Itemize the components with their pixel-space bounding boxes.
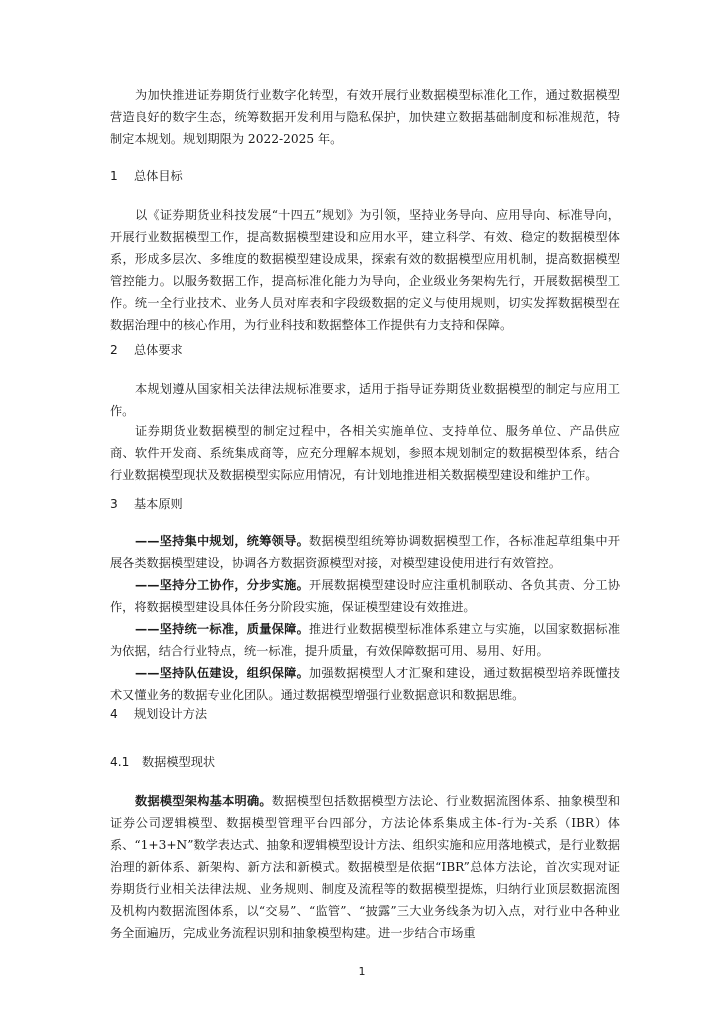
section-4-heading (110, 704, 207, 724)
section-number: 2 (110, 343, 118, 357)
section-title: 规划设计方法 (134, 707, 208, 721)
principle-paragraph (110, 530, 620, 574)
section-number: 4 (110, 707, 118, 721)
page-number: 1 (358, 965, 366, 978)
section-title: 基本原则 (134, 497, 183, 511)
intro-paragraph: 为加快推进证券期货行业数字化转型，有效开展行业数据模型标准化工作，通过数据模型营造良好的数字生态，统筹数据开发利用与隐私保护，加快建立数据基础制度和标准规范，特制定本规划。规划期限为 2022-2025 年。 (110, 88, 620, 146)
section-1-heading (110, 166, 183, 186)
section-4-1-heading (110, 752, 215, 772)
paragraph-text: 数据模型包括数据模型方法论、行业数据流图体系、抽象模型和证券公司逻辑模型、数据模型管理平台四部分，方法论体系集成主体-行为-关系（IBR）体系、“1+3+N”数学表达式、抽象和逻辑模型设计方法、组织实施和应用落地模式，是行业数据治理的新体系、新架构、新方法和新模式。数据模型是依据“IBR”总体方法论，首次实现对证券期货行业相关法律法规、业务规则、制度及流程等的数据模型提炼，归纳行业顶层数据流图及机构内数据流图体系，以“交易”、“监管”、“披露”三大业务线条为切入点，对行业中各种业务全面遍历，完成业务流程识别和抽象模型构建。进一步结合市场重 (110, 794, 621, 940)
section-title: 数据模型现状 (142, 755, 216, 769)
principle-text: 数据模型组统筹协调数据模型工作，各标准起草组集中开展各类数据模型建设，协调各方数据资源模型对接，对模型建设使用进行有效管控。 (110, 534, 621, 570)
principle-text: 开展数据模型建设时应注重机制联动、各负其责、分工协作，将数据模型建设具体任务分阶段实施，保证模型建设有效推进。 (110, 578, 621, 614)
principle-lead: ——坚持统一标准，质量保障。 (135, 622, 310, 636)
section-2-heading (110, 340, 183, 360)
paragraph-lead: 数据模型架构基本明确。 (135, 794, 272, 808)
principle-paragraph (110, 574, 620, 618)
principle-lead: ——坚持队伍建设，组织保障。 (135, 666, 310, 680)
section-title: 总体目标 (134, 169, 183, 183)
section-2-paragraph-2: 证券期货业数据模型的制定过程中，各相关实施单位、支持单位、服务单位、产品供应商、软件开发商、系统集成商等，应充分理解本规划，参照本规划制定的数据模型体系，结合行业数据模型现状及数据模型实际应用情况，有计划地推进相关数据模型建设和维护工作。 (110, 424, 620, 482)
principle-paragraph (110, 618, 620, 662)
section-3-heading (110, 494, 183, 514)
section-4-1-paragraph (110, 790, 620, 944)
principle-text: 推进行业数据模型标准体系建立与实施，以国家数据标准为依据，结合行业特点，统一标准，提升质量，有效保障数据可用、易用、好用。 (110, 622, 621, 658)
section-1-paragraph: 以《证券期货业科技发展“十四五”规划》为引领，坚持业务导向、应用导向、标准导向，开展行业数据模型工作，提高数据模型建设和应用水平，建立科学、有效、稳定的数据模型体系，形成多层次、多维度的数据模型建设成果，探索有效的数据模型应用机制，提高数据模型管控能力。以服务数据工作，提高标准化能力为导向，企业级业务架构先行，开展数据模型工作。统一全行业技术、业务人员对库表和字段级数据的定义与使用规则，切实发挥数据模型在数据治理中的核心作用，为行业科技和数据整体工作提供有力支持和保障。 (110, 208, 620, 332)
section-number: 4.1 (110, 755, 130, 769)
principle-lead: ——坚持分工协作，分步实施。 (135, 578, 310, 592)
principle-lead: ——坚持集中规划，统筹领导。 (135, 534, 310, 548)
principle-paragraph (110, 662, 620, 706)
section-title: 总体要求 (134, 343, 183, 357)
section-number: 3 (110, 497, 118, 511)
section-number: 1 (110, 169, 118, 183)
section-2-paragraph-1: 本规划遵从国家相关法律法规标准要求，适用于指导证券期货业数据模型的制定与应用工作。 (110, 382, 620, 418)
principle-text: 加强数据模型人才汇聚和建设，通过数据模型培养既懂技术又懂业务的数据专业化团队。通过数据模型增强行业数据意识和数据思维。 (110, 666, 621, 702)
